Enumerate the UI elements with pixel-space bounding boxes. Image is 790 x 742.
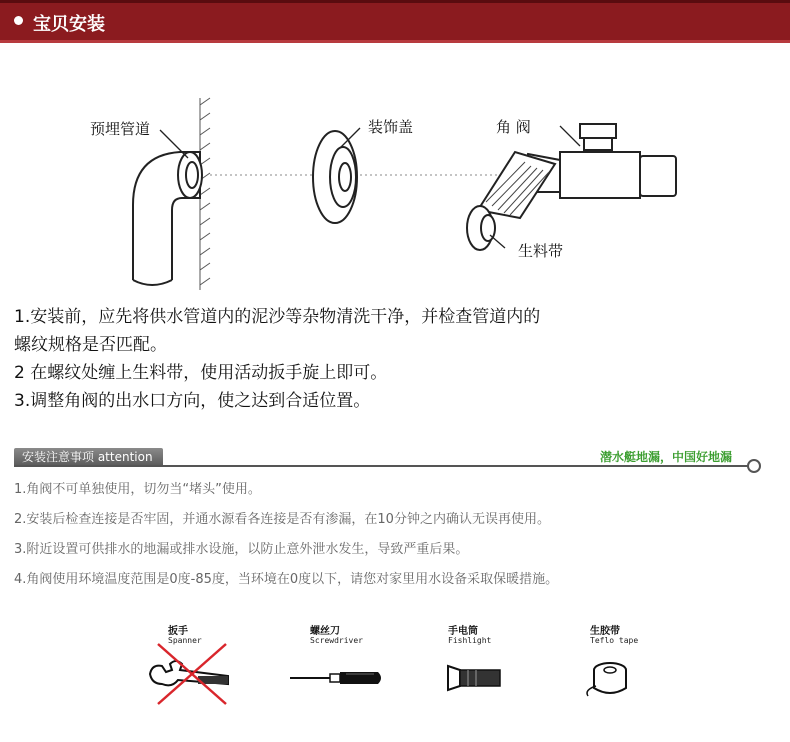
install-steps xyxy=(14,303,774,415)
tool-flashlight xyxy=(428,618,548,718)
flashlight-icon xyxy=(428,640,508,710)
decorative-cover-icon xyxy=(313,131,357,223)
slogan-text: 潜水艇地漏，中国好地漏 xyxy=(599,450,732,464)
note-item: 2.安装后检查连接是否牢固，并通水源看各连接是否有渗漏，在10分钟之内确认无误再使用。 xyxy=(14,512,550,527)
step-line: 螺纹规格是否匹配。 xyxy=(14,335,167,355)
tool-screwdriver xyxy=(290,618,410,718)
tool-english-name: Teflo tape xyxy=(590,636,639,645)
attention-notes xyxy=(14,475,784,595)
note-item: 4.角阀使用环境温度范围是0度-85度，当环境在0度以下，请您对家里用水设备采取保暖措施。 xyxy=(14,572,559,587)
tool-teflon-tape xyxy=(570,618,690,718)
tool-english-name: Fishlight xyxy=(448,636,492,645)
tool-name: 螺丝刀 xyxy=(310,626,340,637)
note-item: 1.角阀不可单独使用，切勿当“堵头”使用。 xyxy=(14,482,261,497)
label-cover: 装饰盖 xyxy=(368,118,414,136)
tool-name: 扳手 xyxy=(168,626,188,637)
step-line: 2 在螺纹处缠上生料带，使用活动扳手旋上即可。 xyxy=(14,363,388,383)
header-underline xyxy=(0,40,790,43)
wall-hatch xyxy=(200,98,210,290)
attention-tab: 安装注意事项 attention xyxy=(14,448,163,466)
step-line: 3.调整角阀的出水口方向，使之达到合适位置。 xyxy=(14,391,371,411)
embedded-pipe-icon xyxy=(133,152,202,285)
tool-name: 生胶带 xyxy=(590,626,620,637)
label-embedded-pipe: 预埋管道 xyxy=(90,120,151,138)
tool-spanner xyxy=(148,618,268,718)
note-item: 3.附近设置可供排水的地漏或排水设施，以防止意外泄水发生，导致严重后果。 xyxy=(14,542,469,557)
tools-row xyxy=(0,618,790,728)
attention-divider xyxy=(14,465,749,467)
tool-english-name: Spanner xyxy=(168,636,202,645)
bullet-dot-icon xyxy=(14,16,23,25)
section-header xyxy=(0,0,790,40)
label-tape: 生料带 xyxy=(518,242,564,260)
attention-bar xyxy=(14,448,762,468)
screwdriver-icon xyxy=(290,640,390,710)
tool-name: 手电筒 xyxy=(448,626,478,637)
step-line: 1.安装前，应先将供水管道内的泥沙等杂物清洗干净，并检查管道内的 xyxy=(14,307,541,327)
spanner-crossed-icon xyxy=(148,640,238,710)
teflon-tape-icon xyxy=(570,640,650,710)
installation-diagram xyxy=(0,80,790,300)
tool-english-name: Screwdriver xyxy=(310,636,363,645)
section-title: 宝贝安装 xyxy=(33,14,105,35)
divider-end-circle-icon xyxy=(747,459,761,473)
angle-valve-icon xyxy=(467,124,676,250)
label-valve: 角 阀 xyxy=(496,118,531,136)
